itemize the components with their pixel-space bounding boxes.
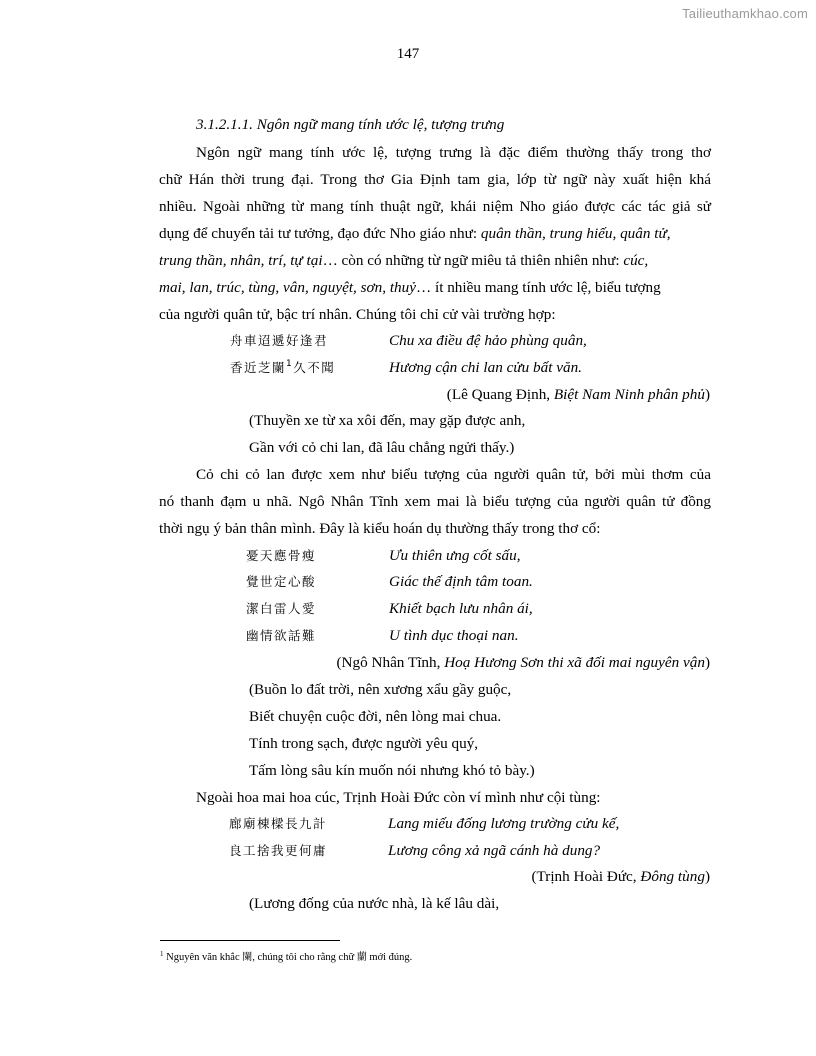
footnote-han-1: 闌 [242, 952, 253, 963]
paragraph-1-line-5-text: … còn có những từ ngữ miêu tả thiên nhiên như: [322, 252, 624, 269]
poem-1-translation-line-1: (Thuyền xe từ xa xôi đến, may gặp được anh, [249, 412, 526, 429]
citation-author: (Trịnh Hoài Đức, [531, 868, 641, 885]
footnote-text-b: , chúng tôi cho rằng chữ [252, 952, 357, 963]
poem-1-han-line-2 [230, 358, 335, 378]
poem-1-viet-line-2: Hương cận chi lan cửu bất văn. [389, 359, 582, 376]
poem-2-han-line-3: 潔白雷人愛 [246, 601, 317, 616]
citation-title: Biệt Nam Ninh phân phủ [553, 386, 705, 403]
poem-2-viet-line-2: Giác thế định tâm toan. [389, 573, 533, 590]
poem-1-han-line-1: 舟車迢遞好逢君 [230, 333, 329, 348]
poem-2-translation-line-1: (Buồn lo đất trời, nên xương xẩu gầy guộc, [249, 681, 512, 698]
paragraph-1-line-2: chữ Hán thời trung đại. Trong thơ Gia Định tam gia, lớp từ ngữ này xuất hiện khá [159, 171, 711, 188]
paragraph-1-line-5 [159, 251, 648, 271]
citation-title: Đông tùng [640, 868, 705, 885]
poem-3-han-line-2: 良工捨我更何庸 [229, 843, 328, 858]
footnote [160, 951, 412, 965]
poem-1-han-line-2-a: 香近芝闌 [230, 360, 287, 375]
citation-close: ) [704, 386, 710, 403]
poem-1-han-line-2-b: 久不聞 [293, 360, 336, 375]
paragraph-2-line-1: Cỏ chi cỏ lan được xem như biểu tượng của người quân tử, bởi mùi thơm của [196, 466, 711, 483]
poem-2-han-line-2: 覺世定心酸 [246, 574, 317, 589]
footnote-number: 1 [160, 950, 164, 958]
footnote-ref[interactable]: 1 [286, 359, 294, 369]
poem-3-translation-line-1: (Lương đống của nước nhà, là kế lâu dài, [249, 895, 500, 912]
poem-3-viet-line-2: Lương công xả ngã cánh hà dung? [388, 842, 601, 859]
footnote-text-a: Nguyên văn khắc [163, 952, 243, 963]
footnote-text-c: mới đúng. [366, 952, 413, 963]
paragraph-2-line-3: thời ngụ ý bản thân mình. Đây là kiểu hoán dụ thường thấy trong thơ cổ: [159, 520, 601, 537]
paragraph-1-line-4-text: dụng để chuyển tải tư tưởng, đạo đức Nho giáo như: [159, 225, 481, 242]
paragraph-1-line-4 [159, 224, 671, 244]
paragraph-3-line-1: Ngoài hoa mai hoa cúc, Trịnh Hoài Đức còn ví mình như cội tùng: [196, 789, 601, 806]
footnote-han-2: 蘭 [356, 952, 367, 963]
watermark: Tailieuthamkhao.com [682, 6, 808, 21]
paragraph-1-line-3: nhiều. Ngoài những từ mang tính thuật ngữ, khái niệm Nho giáo được các tác giả sử [159, 198, 711, 215]
paragraph-1-line-5-italic-end: cúc, [623, 252, 649, 269]
page-number: 147 [396, 46, 420, 62]
section-heading: 3.1.2.1.1. Ngôn ngữ mang tính ước lệ, tượng trưng [196, 116, 505, 133]
poem-1-translation-line-2: Gần với cỏ chi lan, đã lâu chẳng ngửi thấy.) [249, 439, 515, 456]
paragraph-1-line-6-text: … ít nhiều mang tính ước lệ, biểu tượng [415, 279, 661, 296]
citation-close: ) [704, 868, 710, 885]
footnote-divider [160, 940, 340, 941]
paragraph-1-line-1: Ngôn ngữ mang tính ước lệ, tượng trưng là đặc điểm thường thấy trong thơ [196, 144, 711, 161]
paragraph-1-line-6-italic: mai, lan, trúc, tùng, vân, nguyệt, sơn, thuỷ [159, 279, 416, 296]
poem-1-citation [447, 385, 710, 405]
poem-3-citation [531, 867, 710, 887]
poem-2-viet-line-1: Ưu thiên ưng cốt sấu, [389, 547, 521, 564]
citation-close: ) [704, 654, 710, 671]
paragraph-1-line-7: của người quân tử, bậc trí nhân. Chúng tôi chỉ cử vài trường hợp: [159, 306, 556, 323]
paragraph-2-line-2: nó thanh đạm u nhã. Ngô Nhân Tĩnh xem mai là biểu tượng của người quân tử đồng [159, 493, 711, 510]
citation-author: (Ngô Nhân Tĩnh, [336, 654, 445, 671]
poem-2-han-line-1: 憂天應骨瘦 [246, 548, 317, 563]
poem-2-citation [337, 653, 711, 673]
poem-2-han-line-4: 幽情欲話難 [246, 628, 317, 643]
paragraph-1-line-4-italic: quân thần, trung hiếu, quân tử, [480, 225, 671, 242]
poem-3-han-line-1: 廊廟棟樑長九計 [229, 816, 328, 831]
paragraph-1-line-6 [159, 278, 661, 298]
poem-2-translation-line-3: Tính trong sạch, được người yêu quý, [249, 735, 479, 752]
poem-2-viet-line-3: Khiết bạch lưu nhân ái, [389, 600, 533, 617]
poem-1-viet-line-1: Chu xa điều đệ hảo phùng quân, [389, 332, 587, 349]
citation-author: (Lê Quang Định, [446, 386, 554, 403]
paragraph-1-line-5-italic: trung thần, nhân, trí, tự tại [159, 252, 323, 269]
poem-2-translation-line-2: Biết chuyện cuộc đời, nên lòng mai chua. [249, 708, 502, 725]
poem-3-viet-line-1: Lang miếu đống lương trường cửu kế, [388, 815, 620, 832]
poem-2-translation-line-4: Tấm lòng sâu kín muốn nói nhưng khó tỏ bày.) [249, 762, 535, 779]
citation-title: Hoạ Hương Sơn thi xã đối mai nguyên vận [444, 654, 705, 671]
poem-2-viet-line-4: U tình dục thoại nan. [389, 627, 519, 644]
